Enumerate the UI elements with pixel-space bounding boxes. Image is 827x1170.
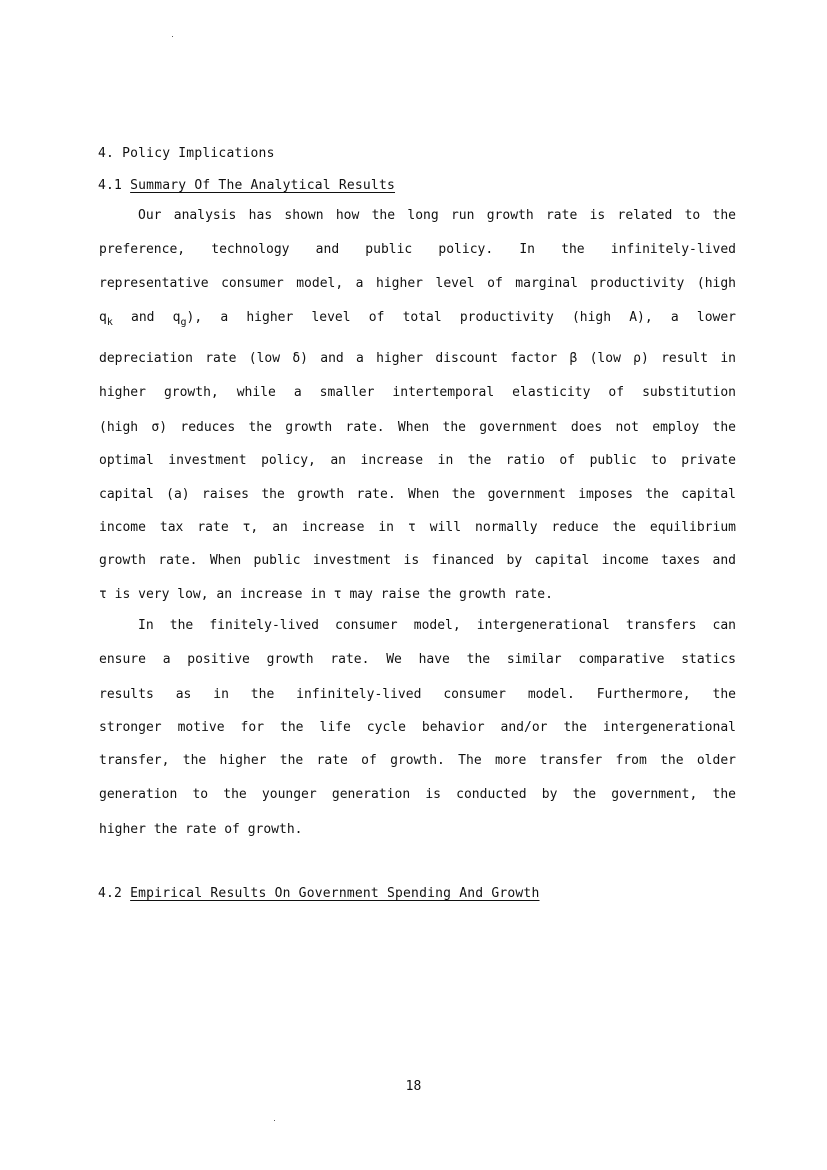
subsection-number: 4.2 [98,886,123,901]
scan-speck [274,1120,275,1121]
section-number: 4. [98,146,115,161]
text-line: τ is very low, an increase in τ may raise the growth rate. [99,587,553,602]
text-line: growth rate. When public investment is financed by capital income taxes and [99,553,736,568]
text-line: income tax rate τ, an increase in τ will normally reduce the equilibrium [99,520,736,535]
text-line: representative consumer model, a higher level of marginal productivity (high [99,276,736,291]
text-line: preference, technology and public policy. In the infinitely-lived [99,242,736,257]
text-line: stronger motive for the life cycle behavior and/or the intergenerational [99,720,736,735]
text-line: ensure a positive growth rate. We have the similar comparative statics [99,652,736,667]
subsection-title: Empirical Results On Government Spending And Growth [130,886,540,901]
text-line: higher growth, while a smaller intertemporal elasticity of substitution [99,385,736,400]
text-line: higher the rate of growth. [99,822,303,837]
section-heading [98,146,275,161]
subsection-number: 4.1 [98,178,123,193]
text-line: transfer, the higher the rate of growth. The more transfer from the older [99,753,736,768]
subsection-heading-1 [98,178,395,193]
text-line: depreciation rate (low δ) and a higher discount factor β (low ρ) result in [99,351,736,366]
text-line: (high σ) reduces the growth rate. When the government does not employ the [99,420,736,435]
text-line: In the finitely-lived consumer model, intergenerational transfers can [138,618,736,633]
section-title: Policy Implications [122,146,275,161]
text-line: results as in the infinitely-lived consumer model. Furthermore, the [99,687,736,702]
text-line: Our analysis has shown how the long run growth rate is related to the [138,208,736,223]
text-line: optimal investment policy, an increase in the ratio of public to private [99,453,736,468]
scan-speck [172,36,173,37]
page-number: 18 [405,1079,422,1094]
text-line: generation to the younger generation is conducted by the government, the [99,787,736,802]
text-line: $q_k$ and $q_g$), a higher level of total productivity (high A), a lower [99,310,736,328]
subsection-title: Summary Of The Analytical Results [130,178,396,193]
text-line: capital (a) raises the growth rate. When the government imposes the capital [99,487,736,502]
subsection-heading-2 [98,886,540,901]
